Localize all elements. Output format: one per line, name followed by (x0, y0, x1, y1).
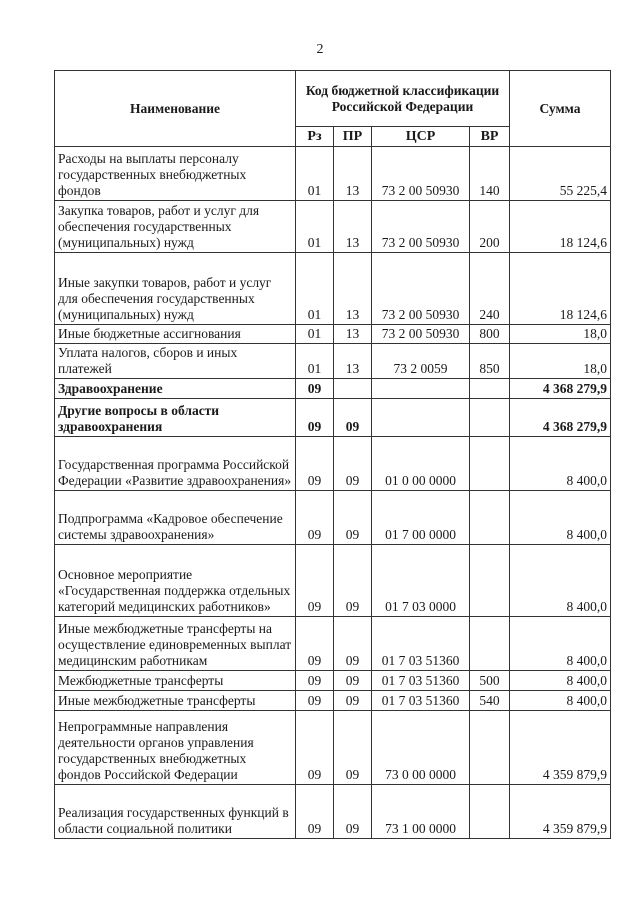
table-row (55, 785, 611, 839)
row-csr: 73 2 00 50930 (372, 201, 470, 253)
row-sum: 8 400,0 (510, 491, 611, 545)
row-vr (470, 711, 510, 785)
row-rz: 09 (296, 617, 334, 671)
row-pr: 09 (334, 491, 372, 545)
row-csr: 01 7 03 51360 (372, 617, 470, 671)
row-vr (470, 617, 510, 671)
row-csr: 73 0 00 0000 (372, 711, 470, 785)
table-row (55, 545, 611, 617)
table-row (55, 491, 611, 545)
table-row (55, 617, 611, 671)
table-row (55, 399, 611, 437)
row-csr: 01 7 03 51360 (372, 671, 470, 691)
row-rz: 01 (296, 201, 334, 253)
row-vr: 540 (470, 691, 510, 711)
row-name: Иные межбюджетные трансферты (55, 691, 296, 711)
row-rz: 09 (296, 711, 334, 785)
row-vr (470, 379, 510, 399)
row-rz: 09 (296, 491, 334, 545)
row-csr: 01 7 00 0000 (372, 491, 470, 545)
row-csr: 01 7 03 0000 (372, 545, 470, 617)
row-rz: 09 (296, 691, 334, 711)
row-name: Уплата налогов, сборов и иных платежей (55, 344, 296, 379)
row-rz: 09 (296, 437, 334, 491)
row-pr: 09 (334, 671, 372, 691)
header-pr: ПР (334, 127, 372, 147)
page-number: 2 (316, 42, 324, 57)
row-pr: 09 (334, 545, 372, 617)
row-vr: 140 (470, 147, 510, 201)
row-sum: 4 359 879,9 (510, 711, 611, 785)
row-pr: 09 (334, 785, 372, 839)
row-sum: 8 400,0 (510, 437, 611, 491)
row-csr (372, 379, 470, 399)
row-vr: 850 (470, 344, 510, 379)
row-pr: 09 (334, 617, 372, 671)
table-row (55, 671, 611, 691)
row-rz: 09 (296, 379, 334, 399)
budget-table (54, 70, 611, 839)
row-vr: 200 (470, 201, 510, 253)
row-vr (470, 437, 510, 491)
row-name: Здравоохранение (55, 379, 296, 399)
row-csr: 73 2 00 50930 (372, 147, 470, 201)
header-vr: ВР (470, 127, 510, 147)
row-sum: 8 400,0 (510, 671, 611, 691)
table-row (55, 201, 611, 253)
table-row (55, 147, 611, 201)
row-name: Иные закупки товаров, работ и услуг для обеспечения государственных (муниципальных) нужд (55, 253, 296, 325)
row-rz: 09 (296, 671, 334, 691)
row-rz: 09 (296, 545, 334, 617)
row-vr: 240 (470, 253, 510, 325)
row-sum: 4 368 279,9 (510, 379, 611, 399)
row-name: Расходы на выплаты персоналу государственных внебюджетных фондов (55, 147, 296, 201)
table-row (55, 379, 611, 399)
table-row (55, 253, 611, 325)
row-vr (470, 491, 510, 545)
row-name: Другие вопросы в области здравоохранения (55, 399, 296, 437)
row-name: Непрограммные направления деятельности органов управления государственных внебюджетных фондов Российской Федерации (55, 711, 296, 785)
row-pr: 13 (334, 344, 372, 379)
row-vr (470, 545, 510, 617)
row-rz: 01 (296, 147, 334, 201)
row-pr: 09 (334, 711, 372, 785)
row-name: Иные бюджетные ассигнования (55, 325, 296, 344)
row-rz: 09 (296, 785, 334, 839)
row-pr: 09 (334, 691, 372, 711)
header-csr: ЦСР (372, 127, 470, 147)
row-csr: 01 0 00 0000 (372, 437, 470, 491)
row-name: Закупка товаров, работ и услуг для обеспечения государственных (муниципальных) нужд (55, 201, 296, 253)
row-pr: 13 (334, 147, 372, 201)
row-csr: 73 2 0059 (372, 344, 470, 379)
row-sum: 18,0 (510, 325, 611, 344)
row-pr: 09 (334, 437, 372, 491)
row-csr: 01 7 03 51360 (372, 691, 470, 711)
row-rz: 01 (296, 253, 334, 325)
row-name: Подпрограмма «Кадровое обеспечение системы здравоохранения» (55, 491, 296, 545)
row-sum: 18,0 (510, 344, 611, 379)
row-sum: 4 368 279,9 (510, 399, 611, 437)
row-rz: 01 (296, 325, 334, 344)
header-sum: Сумма (510, 71, 611, 147)
table-row (55, 691, 611, 711)
row-name: Основное мероприятие «Государственная поддержка отдельных категорий медицинских работников» (55, 545, 296, 617)
row-vr: 800 (470, 325, 510, 344)
row-pr: 13 (334, 253, 372, 325)
row-pr (334, 379, 372, 399)
row-name: Реализация государственных функций в области социальной политики (55, 785, 296, 839)
table-row (55, 344, 611, 379)
header-rz: Рз (296, 127, 334, 147)
row-sum: 8 400,0 (510, 691, 611, 711)
row-vr (470, 399, 510, 437)
row-csr: 73 2 00 50930 (372, 253, 470, 325)
row-pr: 13 (334, 201, 372, 253)
row-name: Межбюджетные трансферты (55, 671, 296, 691)
header-code-group: Код бюджетной классификации Российской Федерации (296, 71, 510, 127)
row-sum: 18 124,6 (510, 201, 611, 253)
table-row (55, 325, 611, 344)
row-name: Иные межбюджетные трансферты на осуществление единовременных выплат медицинским работникам (55, 617, 296, 671)
row-sum: 8 400,0 (510, 617, 611, 671)
table-row (55, 437, 611, 491)
row-csr: 73 2 00 50930 (372, 325, 470, 344)
row-pr: 13 (334, 325, 372, 344)
row-pr: 09 (334, 399, 372, 437)
table-row (55, 711, 611, 785)
row-rz: 01 (296, 344, 334, 379)
row-sum: 55 225,4 (510, 147, 611, 201)
row-sum: 8 400,0 (510, 545, 611, 617)
row-name: Государственная программа Российской Федерации «Развитие здравоохранения» (55, 437, 296, 491)
row-csr (372, 399, 470, 437)
row-sum: 18 124,6 (510, 253, 611, 325)
row-vr (470, 785, 510, 839)
row-sum: 4 359 879,9 (510, 785, 611, 839)
row-vr: 500 (470, 671, 510, 691)
header-name: Наименование (55, 71, 296, 147)
row-csr: 73 1 00 0000 (372, 785, 470, 839)
row-rz: 09 (296, 399, 334, 437)
